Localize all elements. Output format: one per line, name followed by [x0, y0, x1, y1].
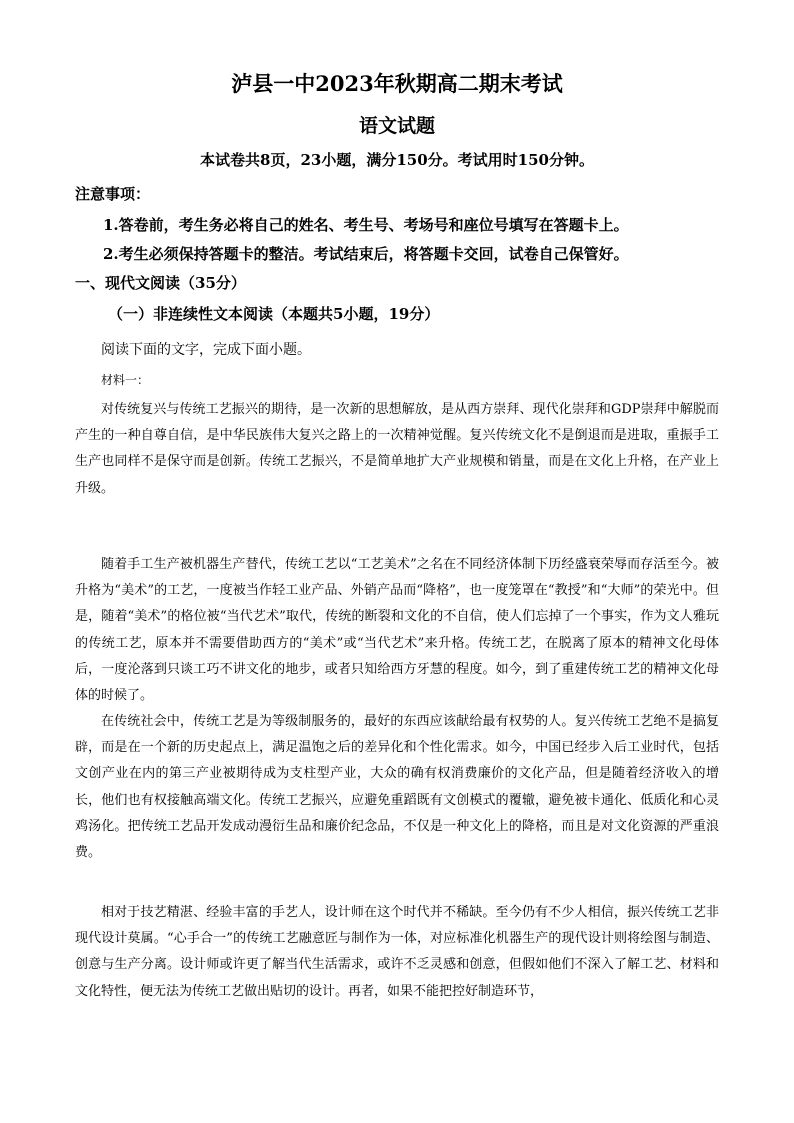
passage-paragraph-4: 相对于技艺精湛、经验丰富的手艺人，设计师在这个时代并不稀缺。至今仍有不少人相信，振兴传统工艺非现代设计莫属。“心手合一”的传统工艺融意匠与制作为一体，对应标准化机器生产的现代设计则将绘图与制造、创意与生产分离。设计师或许更了解当代生活需求，或许不乏灵感和创意，但假如他们不深入了解工艺、材料和文化特性，便无法为传统工艺做出贴切的设计。再者，如果不能把控好制造环节，: [75, 905, 719, 999]
note-item-1: 1.答卷前，考生务必将自己的姓名、考生号、考场号和座位号填写在答题卡上。: [103, 216, 629, 234]
section-heading: 一、现代文阅读（35分）: [75, 274, 246, 292]
passage-paragraph-2: 随着手工生产被机器生产替代，传统工艺以“工艺美术”之名在不同经济体制下历经盛衰荣辱而存活至今。被升格为“美术”的工艺，一度被当作轻工业产品、外销产品而“降格”，也一度笼罩在“教授”和“大师”的荣光中。但是，随着“美术”的格位被“当代艺术”取代，传统的断裂和文化的不自信，使人们忘掉了一个事实，作为文人雅玩的传统工艺，原本并不需要借助西方的“美术”或“当代艺术”来升格。传统工艺，在脱离了原本的精神文化母体后，一度沦落到只谈工巧不讲文化的地步，或者只知给西方牙慧的程度。如今，到了重建传统工艺的精神文化母体的时候了。: [75, 557, 719, 704]
notes-heading: 注意事项：: [75, 185, 151, 203]
subject-title: 语文试题: [358, 115, 435, 137]
subsection-heading: （一）非连续性文本阅读（本题共5小题，19分）: [108, 305, 440, 323]
material-label: 材料一：: [101, 373, 150, 387]
passage-paragraph-1: 对传统复兴与传统工艺振兴的期待，是一次新的思想解放，是从西方崇拜、现代化崇拜和GDP崇拜中解脱而产生的一种自尊自信，是中华民族伟大复兴之路上的一次精神觉醒。复兴传统文化不是倒退而是进取，重振手工生产也同样不是保守而是创新。传统工艺振兴，不是简单地扩大产业规模和销量，而是在文化上升格，在产业上升级。: [75, 402, 719, 496]
exam-meta: 本试卷共8页，23小题，满分150分。考试用时150分钟。: [200, 151, 594, 169]
passage-paragraph-3: 在传统社会中，传统工艺是为等级制服务的，最好的东西应该献给最有权势的人。复兴传统工艺绝不是搞复辟，而是在一个新的历史起点上，满足温饱之后的差异化和个性化需求。如今，中国已经步入后工业时代，包括文创产业在内的第三产业被期待成为支柱型产业，大众的确有权消费廉价的文化产品，但是随着经济收入的增长，他们也有权接触高端文化。传统工艺振兴，应避免重蹈既有文创模式的覆辙，避免被卡通化、低质化和心灵鸡汤化。把传统工艺品开发成动漫衍生品和廉价纪念品，不仅是一种文化上的降格，而且是对文化资源的严重浪费。: [75, 714, 719, 861]
reading-instruction: 阅读下面的文字，完成下面小题。: [101, 341, 311, 357]
exam-title: 泸县一中2023年秋期高二期末考试: [231, 71, 563, 96]
note-item-2: 2.考生必须保持答题卡的整洁。考试结束后，将答题卡交回，试卷自己保管好。: [103, 245, 629, 263]
